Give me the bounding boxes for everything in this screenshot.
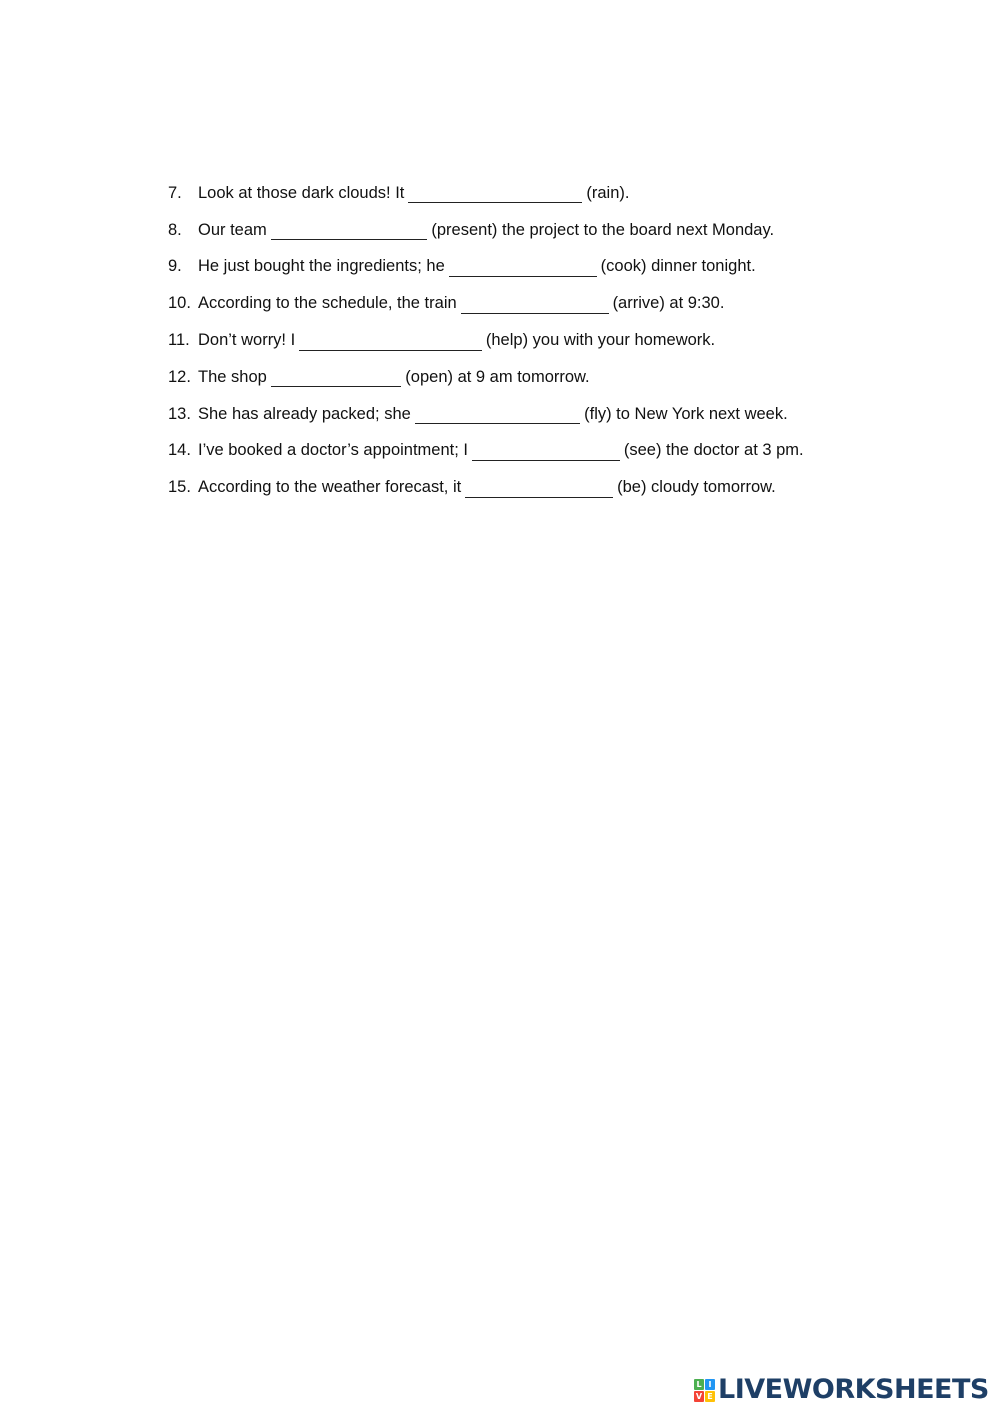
exercise-text-before: Don’t worry! I xyxy=(198,331,296,350)
logo-text: LIVEWORKSHEETS xyxy=(718,1374,989,1405)
exercise-text-before: According to the schedule, the train xyxy=(198,294,457,313)
exercise-text-before: I’ve booked a doctor’s appointment; I xyxy=(198,441,468,460)
logo-tile: L xyxy=(694,1379,704,1390)
exercise-text-after: (be) cloudy tomorrow. xyxy=(617,478,776,497)
exercise-list xyxy=(168,175,868,506)
exercise-item xyxy=(168,249,868,286)
answer-blank[interactable] xyxy=(472,445,620,461)
exercise-text-before: According to the weather forecast, it xyxy=(198,478,462,497)
exercise-text-after: (open) at 9 am tomorrow. xyxy=(405,367,590,386)
exercise-item xyxy=(168,285,868,322)
exercise-item xyxy=(168,322,868,359)
exercise-number: 7. xyxy=(168,183,182,202)
exercise-number: 10. xyxy=(168,294,191,313)
exercise-text-after: (cook) dinner tonight. xyxy=(600,257,756,276)
exercise-item xyxy=(168,396,868,433)
exercise-text-after: (present) the project to the board next Monday. xyxy=(431,220,775,239)
answer-blank[interactable] xyxy=(449,261,597,277)
exercise-item xyxy=(168,175,868,212)
answer-blank[interactable] xyxy=(465,482,613,498)
liveworksheets-logo xyxy=(694,1376,989,1404)
exercise-text-after: (arrive) at 9:30. xyxy=(612,294,725,313)
exercise-item xyxy=(168,212,868,249)
exercise-text-after: (fly) to New York next week. xyxy=(584,404,788,423)
exercise-text-after: (rain). xyxy=(586,183,630,202)
logo-tile: V xyxy=(695,1391,703,1401)
exercise-item xyxy=(168,469,868,506)
exercise-number: 9. xyxy=(168,257,182,276)
logo-tile: E xyxy=(705,1391,715,1402)
exercise-item xyxy=(168,359,868,396)
answer-blank[interactable] xyxy=(415,408,580,424)
answer-blank[interactable] xyxy=(271,224,428,240)
logo-icon xyxy=(694,1379,715,1402)
exercise-text-after: (help) you with your homework. xyxy=(485,331,716,350)
answer-blank[interactable] xyxy=(271,371,402,387)
exercise-text-before: He just bought the ingredients; he xyxy=(198,257,445,276)
exercise-number: 12. xyxy=(168,367,191,386)
exercise-number: 11. xyxy=(168,331,190,350)
logo-tile: I xyxy=(705,1379,715,1390)
answer-blank[interactable] xyxy=(408,187,582,203)
exercise-item xyxy=(168,433,868,470)
exercise-text-before: The shop xyxy=(198,367,267,386)
answer-blank[interactable] xyxy=(461,298,609,314)
exercise-number: 13. xyxy=(168,404,191,423)
exercise-number: 14. xyxy=(168,441,191,460)
exercise-text-before: She has already packed; she xyxy=(198,404,411,423)
answer-blank[interactable] xyxy=(299,335,482,351)
exercise-text-before: Look at those dark clouds! It xyxy=(198,183,405,202)
exercise-number: 15. xyxy=(168,478,191,497)
exercise-text-before: Our team xyxy=(198,220,267,239)
exercise-number: 8. xyxy=(168,220,182,239)
exercise-text-after: (see) the doctor at 3 pm. xyxy=(623,441,804,460)
